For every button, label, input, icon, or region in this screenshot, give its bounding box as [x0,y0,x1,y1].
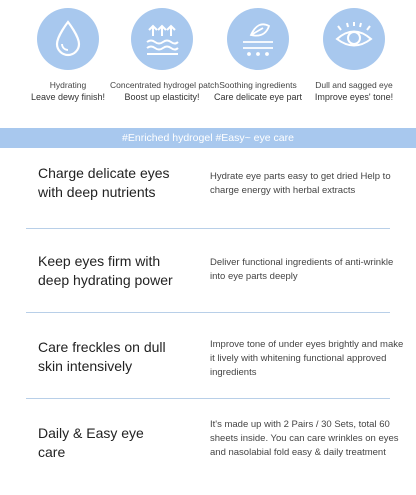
row-description: Hydrate eye parts easy to get dried Help to charge energy with herbal extracts [210,171,391,196]
row-description: Improve tone of under eyes brightly and make it lively with whitening functional approved ingredients [210,339,404,378]
feature-subtitle: Leave dewy finish! [30,92,106,102]
feature-hydrogel-patch [110,8,220,103]
feature-subtitle: Improve eyes' tone! [314,92,394,102]
eye-icon [323,8,385,70]
hydrogel-patch-icon [131,8,193,70]
row-title: Daily & Easy eye care [38,425,144,460]
section-divider [26,312,390,313]
feature-subtitle: Boost up elasticity! [124,92,200,102]
row-description: It's made up with 2 Pairs / 30 Sets, total 60 sheets inside. You can care wrinkles on eyes and nasolabial fold easy & daily treatment [210,419,399,458]
feature-title: Concentrated hydrogel patch [110,80,220,90]
section-divider [26,228,390,229]
row-title: Keep eyes firm with deep hydrating power [38,253,173,288]
feature-icons-row [0,0,416,110]
feature-hydrating [16,8,120,103]
row-description: Deliver functional ingredients of anti-wrinkle into eye parts deeply [210,257,394,282]
feature-soothing [206,8,310,103]
feature-title: Soothing ingredients [219,80,297,90]
row-title: Care freckles on dull skin intensively [38,339,166,374]
feature-title: Hydrating [49,80,87,90]
water-drop-icon [37,8,99,70]
hashtag-banner: #Enriched hydrogel #Easy~ eye care [0,128,416,148]
section-divider [26,398,390,399]
leaf-ingredient-icon [227,8,289,70]
feature-subtitle: Care delicate eye part [213,92,303,102]
row-title: Charge delicate eyes with deep nutrients [38,165,170,200]
feature-title: Dull and sagged eye [315,80,393,90]
feature-eye-tone [302,8,406,103]
